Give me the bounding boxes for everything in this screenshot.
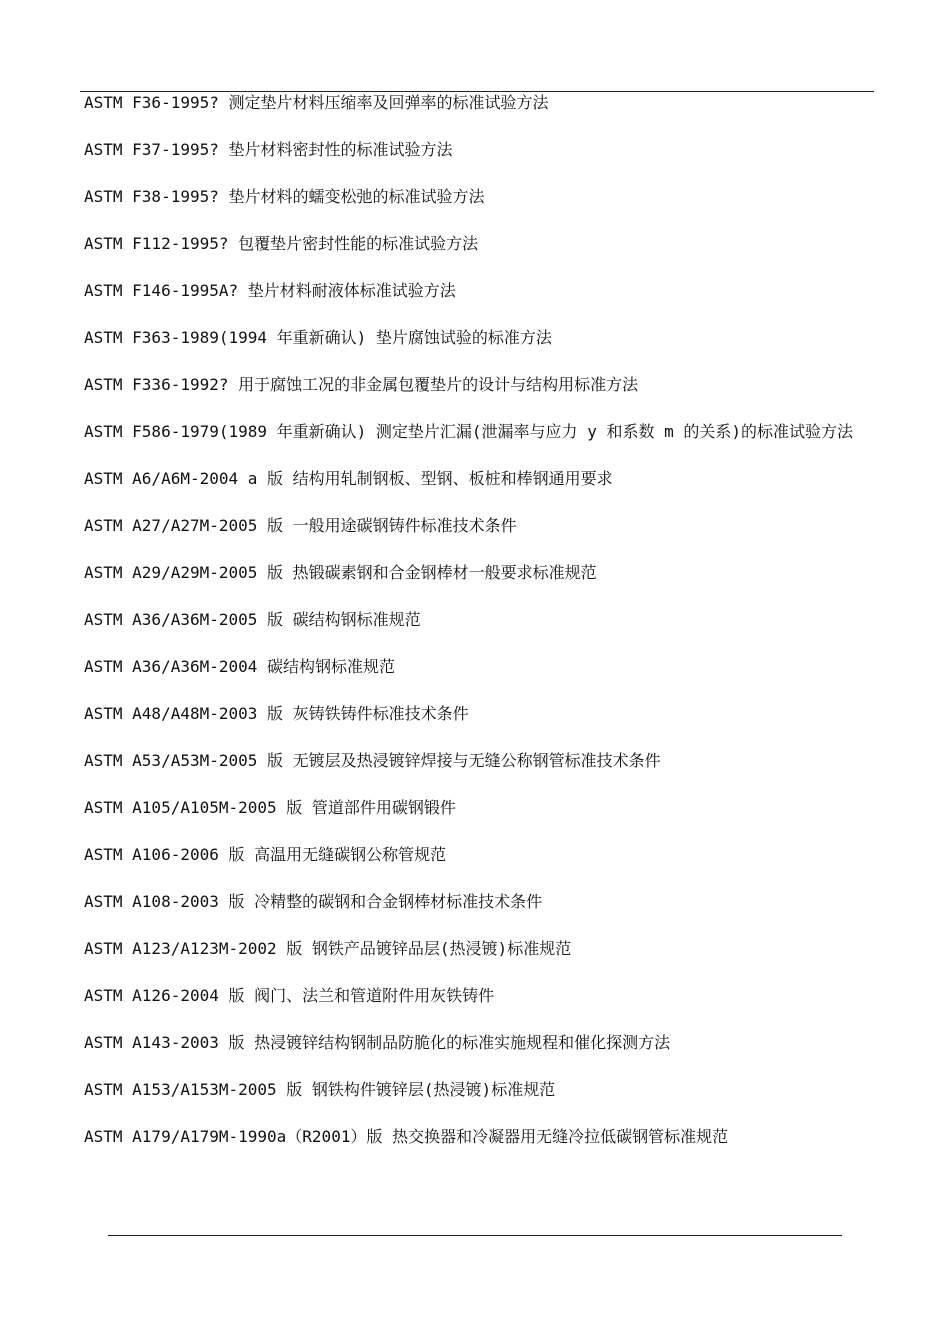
standard-entry: ASTM A105/A105M-2005 版 管道部件用碳钢锻件 <box>84 798 456 817</box>
standard-entry: ASTM F36-1995? 测定垫片材料压缩率及回弹率的标准试验方法 <box>84 93 549 112</box>
standard-entry: ASTM F112-1995? 包覆垫片密封性能的标准试验方法 <box>84 234 479 253</box>
standard-entry: ASTM F336-1992? 用于腐蚀工况的非金属包覆垫片的设计与结构用标准方法 <box>84 375 639 394</box>
standard-entry: ASTM A29/A29M-2005 版 热锻碳素钢和合金钢棒材一般要求标准规范 <box>84 563 597 582</box>
standard-entry: ASTM A126-2004 版 阀门、法兰和管道附件用灰铁铸件 <box>84 986 495 1005</box>
standard-entry: ASTM A123/A123M-2002 版 钢铁产品镀锌品层(热浸镀)标准规范 <box>84 939 572 958</box>
standard-entry: ASTM A53/A53M-2005 版 无镀层及热浸镀锌焊接与无缝公称钢管标准技术条件 <box>84 751 661 770</box>
standard-entry: ASTM A36/A36M-2005 版 碳结构钢标准规范 <box>84 610 421 629</box>
footer-rule <box>108 1235 842 1236</box>
standard-entry: ASTM A27/A27M-2005 版 一般用途碳钢铸件标准技术条件 <box>84 516 517 535</box>
standard-entry: ASTM F146-1995A? 垫片材料耐液体标准试验方法 <box>84 281 456 300</box>
standard-entry: ASTM A153/A153M-2005 版 钢铁构件镀锌层(热浸镀)标准规范 <box>84 1080 556 1099</box>
standard-entry: ASTM A108-2003 版 冷精整的碳钢和合金钢棒材标准技术条件 <box>84 892 543 911</box>
standard-entry: ASTM A6/A6M-2004 a 版 结构用轧制钢板、型钢、板桩和棒钢通用要求 <box>84 469 613 488</box>
standard-entry: ASTM A143-2003 版 热浸镀锌结构钢制品防脆化的标准实施规程和催化探测方法 <box>84 1033 671 1052</box>
standard-entry: ASTM A36/A36M-2004 碳结构钢标准规范 <box>84 657 396 676</box>
standard-entry: ASTM F38-1995? 垫片材料的蠕变松弛的标准试验方法 <box>84 187 485 206</box>
standard-entry: ASTM A106-2006 版 高温用无缝碳钢公称管规范 <box>84 845 447 864</box>
standard-entry: ASTM A48/A48M-2003 版 灰铸铁铸件标准技术条件 <box>84 704 469 723</box>
standard-entry: ASTM F586-1979(1989 年重新确认) 测定垫片汇漏(泄漏率与应力 y 和系数 m 的关系)的标准试验方法 <box>84 422 853 441</box>
standard-entry: ASTM F363-1989(1994 年重新确认) 垫片腐蚀试验的标准方法 <box>84 328 552 347</box>
standard-entry: ASTM A179/A179M-1990a（R2001）版 热交换器和冷凝器用无缝冷拉低碳钢管标准规范 <box>84 1127 729 1146</box>
standards-list <box>84 91 870 1172</box>
standard-entry: ASTM F37-1995? 垫片材料密封性的标准试验方法 <box>84 140 453 159</box>
